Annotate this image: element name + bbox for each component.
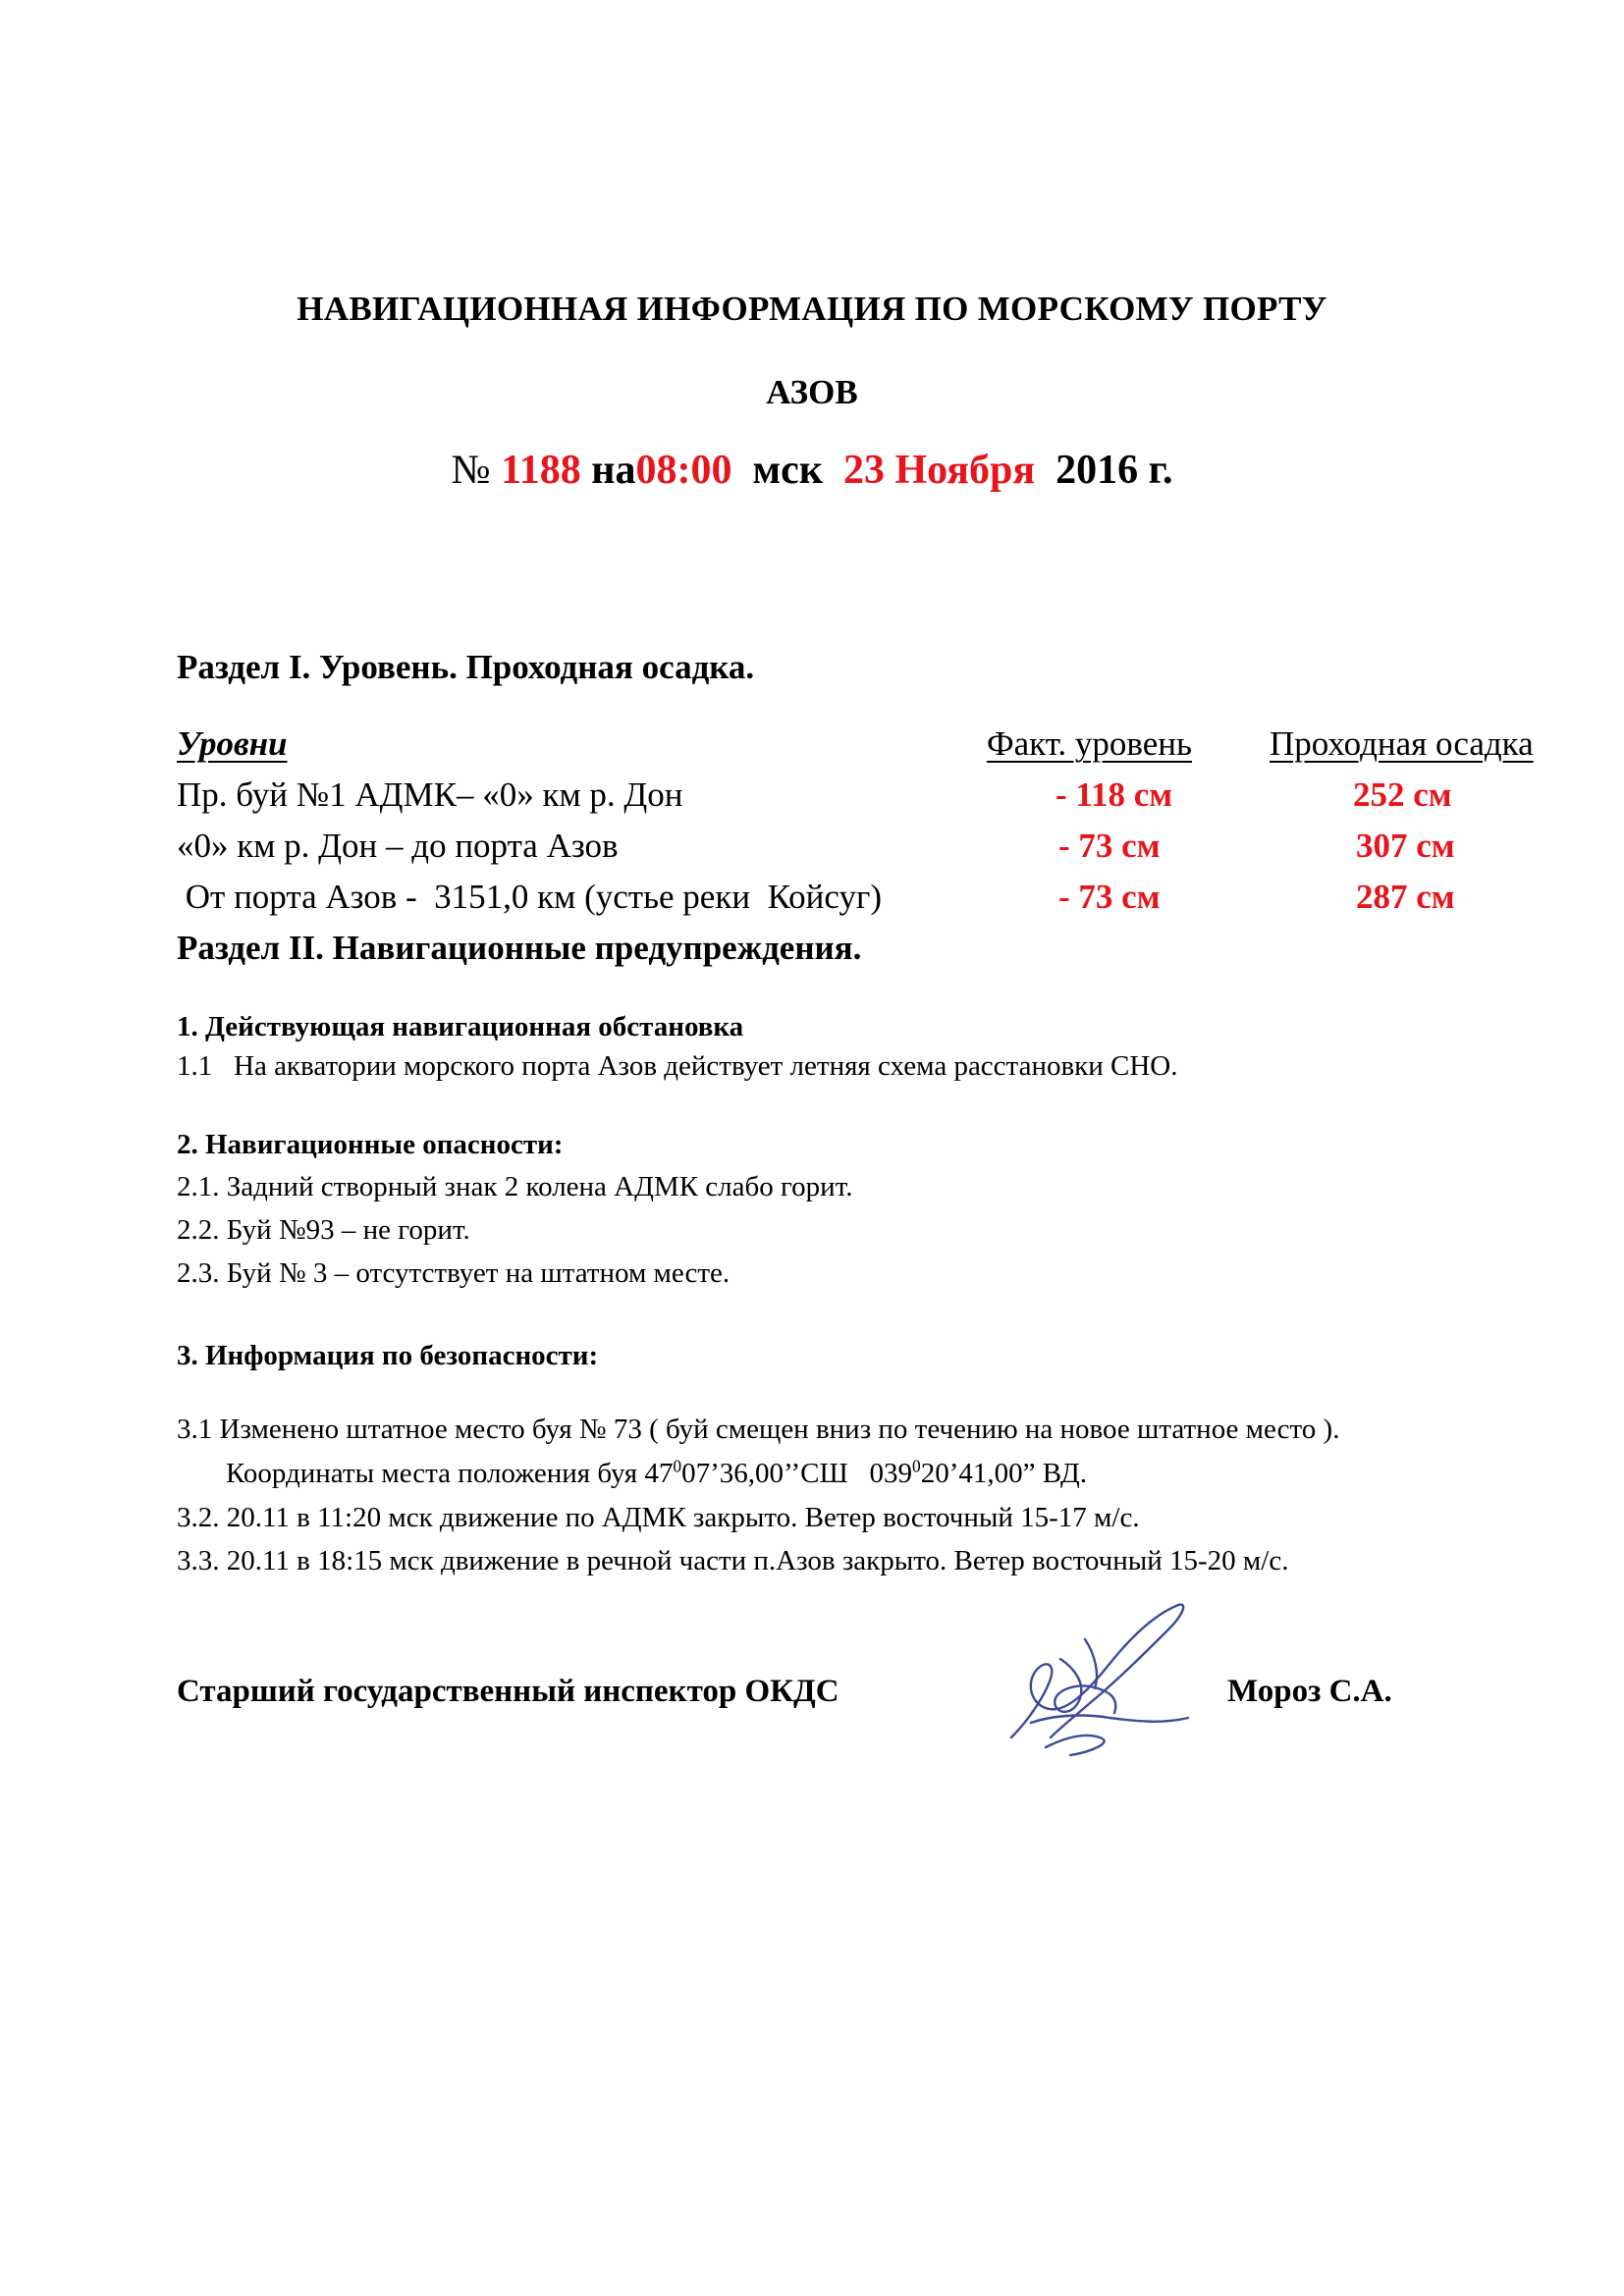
bulletin-number: 1188: [501, 448, 581, 493]
subsection3-title: 3. Информация по безопасности:: [177, 1340, 599, 1371]
subsection1-item: 1.1 На акватории морского порта Азов действует летняя схема расстановки СНО.: [177, 1050, 1178, 1082]
na-word: на: [591, 448, 636, 493]
section1-title: Раздел I. Уровень. Проходная осадка.: [177, 648, 755, 686]
handwritten-signature: [992, 1600, 1208, 1767]
level-row-name: Пр. буй №1 АДМК– «0» км р. Дон: [177, 775, 683, 814]
timezone: мск: [752, 448, 823, 493]
bulletin-number-line: [0, 447, 1624, 494]
level-row-fact: - 73 см: [1058, 878, 1161, 916]
level-row-fact: - 73 см: [1058, 827, 1161, 865]
buoy-coordinates: Координаты места положения буя $47^007’36,00’’СШ$ $039^020’41,00$” ВД.: [226, 1456, 1088, 1489]
level-row-draft: 252 см: [1353, 775, 1452, 814]
col-levels-header: Уровни: [177, 724, 288, 763]
level-row-draft: 287 см: [1356, 878, 1455, 916]
subsection3-item: 3.2. 20.11 в 11:20 мск движение по АДМК закрыто. Ветер восточный 15-17 м/с.: [177, 1502, 1140, 1533]
subsection2-item: 2.2. Буй №93 – не горит.: [177, 1214, 470, 1246]
col-draft-header: Проходная осадка: [1270, 724, 1534, 763]
subsection2-item: 2.1. Задний створный знак 2 колена АДМК слабо горит.: [177, 1171, 853, 1202]
level-row-draft: 307 см: [1356, 827, 1455, 865]
subsection3-item: 3.3. 20.11 в 18:15 мск движение в речной части п.Азов закрыто. Ветер восточный 15-20 м/с.: [177, 1545, 1289, 1576]
document-title: НАВИГАЦИОННАЯ ИНФОРМАЦИЯ ПО МОРСКОМУ ПОРТУ: [297, 290, 1327, 328]
subsection1-title: 1. Действующая навигационная обстановка: [177, 1011, 744, 1042]
bulletin-year: 2016 г.: [1056, 448, 1173, 493]
subsection3-item: 3.1 Изменено штатное место буя № 73 ( буй смещен вниз по течению на новое штатное место ).: [177, 1414, 1340, 1445]
section2-title: Раздел II. Навигационные предупреждения.: [177, 929, 862, 967]
bulletin-time: 08:00: [635, 448, 732, 493]
signatory-name: Мороз С.А.: [1227, 1674, 1392, 1709]
subsection2-title: 2. Навигационные опасности:: [177, 1129, 564, 1160]
level-row-name: «0» км р. Дон – до порта Азов: [177, 827, 619, 865]
subsection2-item: 2.3. Буй № 3 – отсутствует на штатном месте.: [177, 1257, 731, 1289]
number-sign: №: [451, 448, 491, 493]
signatory-position: Старший государственный инспектор ОКДС: [177, 1674, 839, 1709]
bulletin-date: 23 Ноября: [842, 448, 1036, 493]
level-row-fact: - 118 см: [1056, 775, 1173, 814]
col-fact-header: Факт. уровень: [987, 724, 1192, 763]
port-name: АЗОВ: [766, 373, 858, 411]
level-row-name: От порта Азов - 3151,0 км (устье реки Койсуг): [177, 878, 882, 916]
